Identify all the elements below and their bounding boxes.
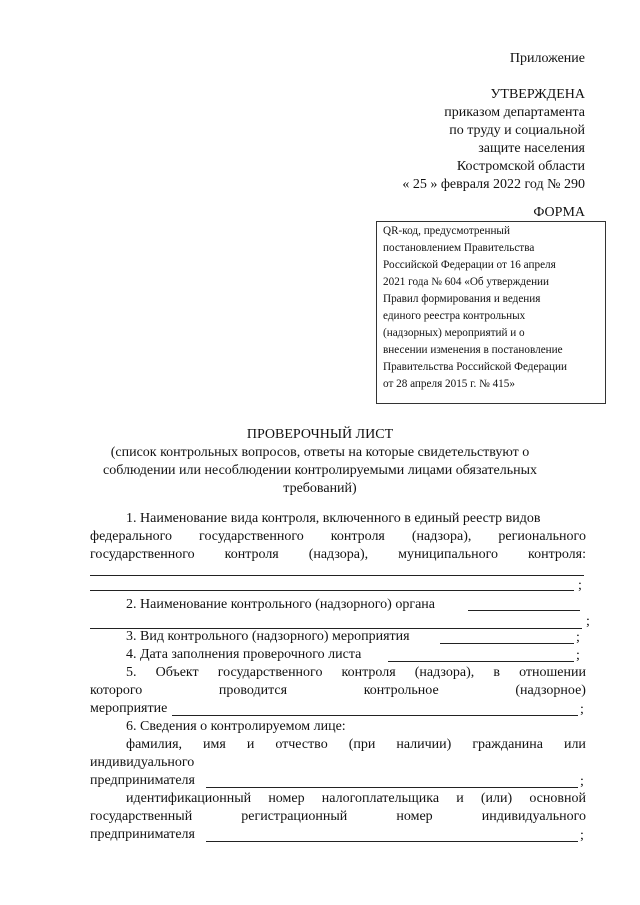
item1-fill-line-2[interactable]	[90, 590, 574, 591]
item3-label: 3. Вид контрольного (надзорного) мероприятия	[126, 629, 410, 644]
item6-fio-line1: фамилия, имя и отчество (при наличии) гражданина или	[126, 737, 586, 752]
order-line-1: приказом департамента	[444, 105, 585, 120]
item1-line1: 1. Наименование вида контроля, включенного в единый реестр видов	[126, 511, 541, 526]
order-line-3: защите населения	[478, 141, 585, 156]
item4-semicolon: ;	[576, 648, 580, 663]
order-line-4: Костромской области	[456, 159, 585, 174]
appendix-label: Приложение	[509, 51, 585, 66]
document-title: ПРОВЕРОЧНЫЙ ЛИСТ	[246, 427, 394, 442]
item6-inn-line3: предпринимателя	[90, 827, 195, 842]
qr-box-line: QR-код, предусмотренный	[383, 225, 510, 237]
qr-box-line: (надзорных) мероприятий и о	[383, 327, 525, 339]
title-subline-3: требований)	[283, 481, 357, 496]
item3-fill-line[interactable]	[440, 643, 574, 644]
item6-inn-semicolon: ;	[580, 828, 584, 843]
item5-semicolon: ;	[580, 702, 584, 717]
item6-heading: 6. Сведения о контролируемом лице:	[126, 719, 346, 734]
qr-box-line: единого реестра контрольных	[383, 310, 526, 322]
title-subline-1: (список контрольных вопросов, ответы на которые свидетельствуют о	[110, 445, 530, 460]
title-subline-2: соблюдении или несоблюдении контролируемыми лицами обязательных	[103, 463, 537, 478]
order-line-5: « 25 » февраля 2022 год № 290	[402, 177, 585, 192]
qr-box-line: Правил формирования и ведения	[383, 293, 541, 305]
order-line-2: по труду и социальной	[449, 123, 585, 138]
item1-line2: федерального государственного контроля (надзора), регионального	[90, 529, 586, 544]
item6-inn-line1: идентификационный номер налогоплательщика и (или) основной	[126, 791, 586, 806]
qr-code-placeholder-box	[376, 221, 606, 404]
qr-box-line: постановлением Правительства	[383, 242, 535, 254]
item2-label: 2. Наименование контрольного (надзорного) органа	[126, 597, 435, 612]
item2-fill-line-1[interactable]	[468, 610, 580, 611]
form-label: ФОРМА	[533, 205, 585, 220]
item5-line2: которого проводится контрольное (надзорное)	[90, 683, 586, 698]
item6-inn-line2: государственный регистрационный номер индивидуального	[90, 809, 586, 824]
item5-line3: мероприятие	[90, 701, 168, 716]
item6-inn-fill-line[interactable]	[206, 841, 578, 842]
item6-fio-semicolon: ;	[580, 774, 584, 789]
item2-semicolon: ;	[586, 614, 590, 629]
item4-label: 4. Дата заполнения проверочного листа	[126, 647, 362, 662]
item1-fill-line-1[interactable]	[90, 575, 584, 576]
item5-line1: 5. Объект государственного контроля (надзора), в отношении	[126, 665, 586, 680]
qr-box-line: 2021 года № 604 «Об утверждении	[383, 276, 550, 288]
qr-box-line: Правительства Российской Федерации	[383, 361, 567, 373]
approved-label: УТВЕРЖДЕНА	[490, 87, 585, 102]
item1-line3: государственного контроля (надзора), муниципального контроля:	[90, 547, 586, 562]
item4-fill-line[interactable]	[388, 661, 574, 662]
item3-semicolon: ;	[576, 630, 580, 645]
item5-fill-line[interactable]	[172, 715, 578, 716]
item6-fio-line2: индивидуального	[90, 755, 195, 770]
qr-box-line: внесении изменения в постановление	[383, 344, 563, 356]
item6-fio-fill-line[interactable]	[206, 787, 578, 788]
qr-box-line: от 28 апреля 2015 г. № 415»	[383, 378, 515, 390]
item1-semicolon: ;	[578, 578, 582, 593]
item6-fio-line3: предпринимателя	[90, 773, 195, 788]
qr-box-line: Российской Федерации от 16 апреля	[383, 259, 556, 271]
